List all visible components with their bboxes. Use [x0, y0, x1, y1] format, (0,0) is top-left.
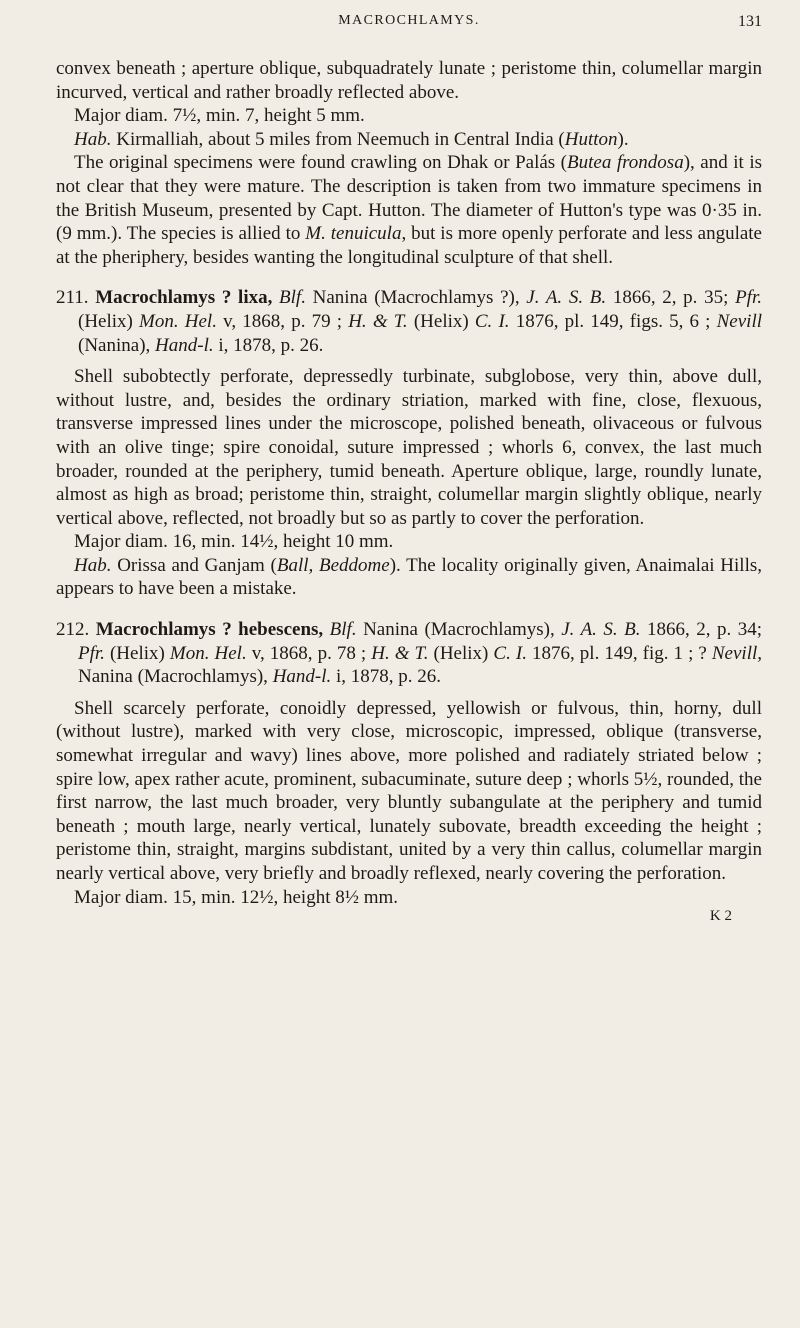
page-body [56, 57, 762, 924]
citation-text: i, 1878, p. 26. [213, 334, 324, 356]
citation-italic: Blf. [329, 619, 357, 641]
species-number: 211. [56, 287, 89, 309]
continued-description: convex beneath ; aperture oblique, subquadrately lunate ; peristome thin, columellar margin incurved, vertical and rather broadly reflected above. [56, 58, 762, 103]
dimensions: Major diam. 7½, min. 7, height 5 mm. [74, 105, 365, 127]
signature-mark: K 2 [709, 908, 732, 925]
citation-text: i, 1878, p. 26. [331, 666, 442, 688]
citation-italic: Mon. Hel. [139, 310, 217, 332]
citation-italic: Mon. Hel. [169, 642, 247, 664]
citation-text: (Helix) [78, 310, 140, 332]
species-211-dimensions: Major diam. 16, min. 14½, height 10 mm. [74, 531, 394, 553]
citation-text: Nanina (Macrochlamys), [356, 619, 562, 641]
citation-italic: C. I. [493, 642, 527, 664]
species-212-dimensions: Major diam. 15, min. 12½, height 8½ mm. [74, 886, 399, 908]
remarks-text-3: , but is more openly perforate and less angulate at the pheriphery, besides wanting the longitudinal sculpture of that shell. [56, 223, 762, 268]
citation-italic: Pfr. [78, 642, 105, 664]
species-211-description: Shell subobtectly perforate, depressedly turbinate, subglobose, very thin, above dull, without lustre, and, besides the ordinary striation, marked with fine, close, flexuous, transverse impressed lines under the microscope, polished beneath, olivaceous or fulvous with an olive tinge; spire conoidal, suture impressed ; whorls 6, convex, the last much broader, rounded at the periphery, tumid beneath. Aperture oblique, large, roundly lunate, almost as high as broad; peristome thin, straight, columellar margin slightly oblique, nearly vertical above, reflected, not broadly but so as partly to cover the perforation. [56, 366, 762, 529]
citation-italic: Blf. [279, 287, 306, 309]
citation-text: Nanina (Macrochlamys), [78, 666, 273, 688]
citation-italic: J. A. S. B. [526, 287, 607, 309]
collector: Ball, Beddome [276, 554, 390, 576]
allied-species: M. tenuicula [305, 223, 402, 245]
citation-text: 1866, 2, p. 34; [640, 619, 763, 641]
page-number: 131 [738, 13, 762, 30]
citation-italic: Hand-l. [155, 334, 214, 356]
citation-text: (Nanina), [78, 334, 156, 356]
collector: Hutton [564, 128, 618, 150]
habitat-label: Hab. [74, 554, 112, 576]
species-name: Macrochlamys ? lixa, [95, 287, 273, 309]
citation-text: 1876, pl. 149, fig. 1 ; ? [526, 642, 712, 664]
citation-text: (Helix) [428, 642, 494, 664]
remarks-text-2: ), and it is not clear that they were mature. The description is taken from two immature specimens in the British Museum, presented by Capt. Hutton. The diameter of Hutton's type was 0·35 in. (9 mm.). The species is allied to [56, 152, 762, 245]
citation-italic: H. & T. [371, 642, 429, 664]
species-212-heading [56, 618, 762, 689]
species-number: 212. [56, 619, 90, 641]
species-name: Macrochlamys ? hebescens, [95, 619, 324, 641]
remarks [56, 151, 762, 269]
species-211-habitat [56, 554, 762, 601]
plant-name: Butea frondosa [567, 152, 684, 174]
habitat-text: Orissa and Ganjam ( [111, 554, 277, 576]
remarks-text: The original specimens were found crawling on Dhak or Palás ( [74, 152, 568, 174]
habitat-label: Hab. [74, 128, 112, 150]
habitat-text: Kirmalliah, about 5 miles from Neemuch in Central India ( [111, 128, 565, 150]
citation-italic: J. A. S. B. [561, 619, 641, 641]
citation-italic: Nevill [716, 310, 763, 332]
citation-italic: Nevill, [711, 642, 763, 664]
citation-text: v, 1868, p. 79 ; [216, 310, 349, 332]
citation-text: (Helix) [104, 642, 170, 664]
species-212-description: Shell scarcely perforate, conoidly depressed, yellowish or fulvous, thin, horny, dull (without lustre), marked with very close, microscopic, impressed, oblique (transverse, somewhat irregular and wavy) lines above, more polished and radiately striated below ; spire low, apex rather acute, prominent, subacuminate, suture deep ; whorls 5½, rounded, the first narrow, the last much broader, very bluntly subangulate at the periphery and tumid beneath ; mouth large, nearly vertical, lunately subovate, breadth exceeding the height ; peristome thin, straight, margins subdistant, united by a very thin callus, columellar margin nearly vertical above, very briefly and broadly reflexed, nearly covering the perforation. [56, 697, 762, 884]
habitat-text-end: ). [617, 128, 629, 150]
citation-text: 1866, 2, p. 35; [606, 287, 736, 309]
citation-text: v, 1868, p. 78 ; [246, 642, 372, 664]
species-211-heading [56, 286, 762, 357]
citation-italic: Pfr. [735, 287, 763, 309]
citation-italic: H. & T. [348, 310, 408, 332]
citation-italic: C. I. [474, 310, 510, 332]
running-title: MACROCHLAMYS. [338, 13, 480, 28]
citation-text: Nanina (Macrochlamys ?), [305, 287, 527, 309]
habitat [56, 128, 762, 152]
citation-italic: Hand-l. [272, 666, 332, 688]
citation-text: (Helix) [407, 310, 475, 332]
citation-text: 1876, pl. 149, figs. 5, 6 ; [509, 310, 717, 332]
running-header [56, 13, 762, 35]
habitat-text-end: ). The locality originally given, Anaimalai Hills, appears to have been a mistake. [56, 554, 762, 600]
